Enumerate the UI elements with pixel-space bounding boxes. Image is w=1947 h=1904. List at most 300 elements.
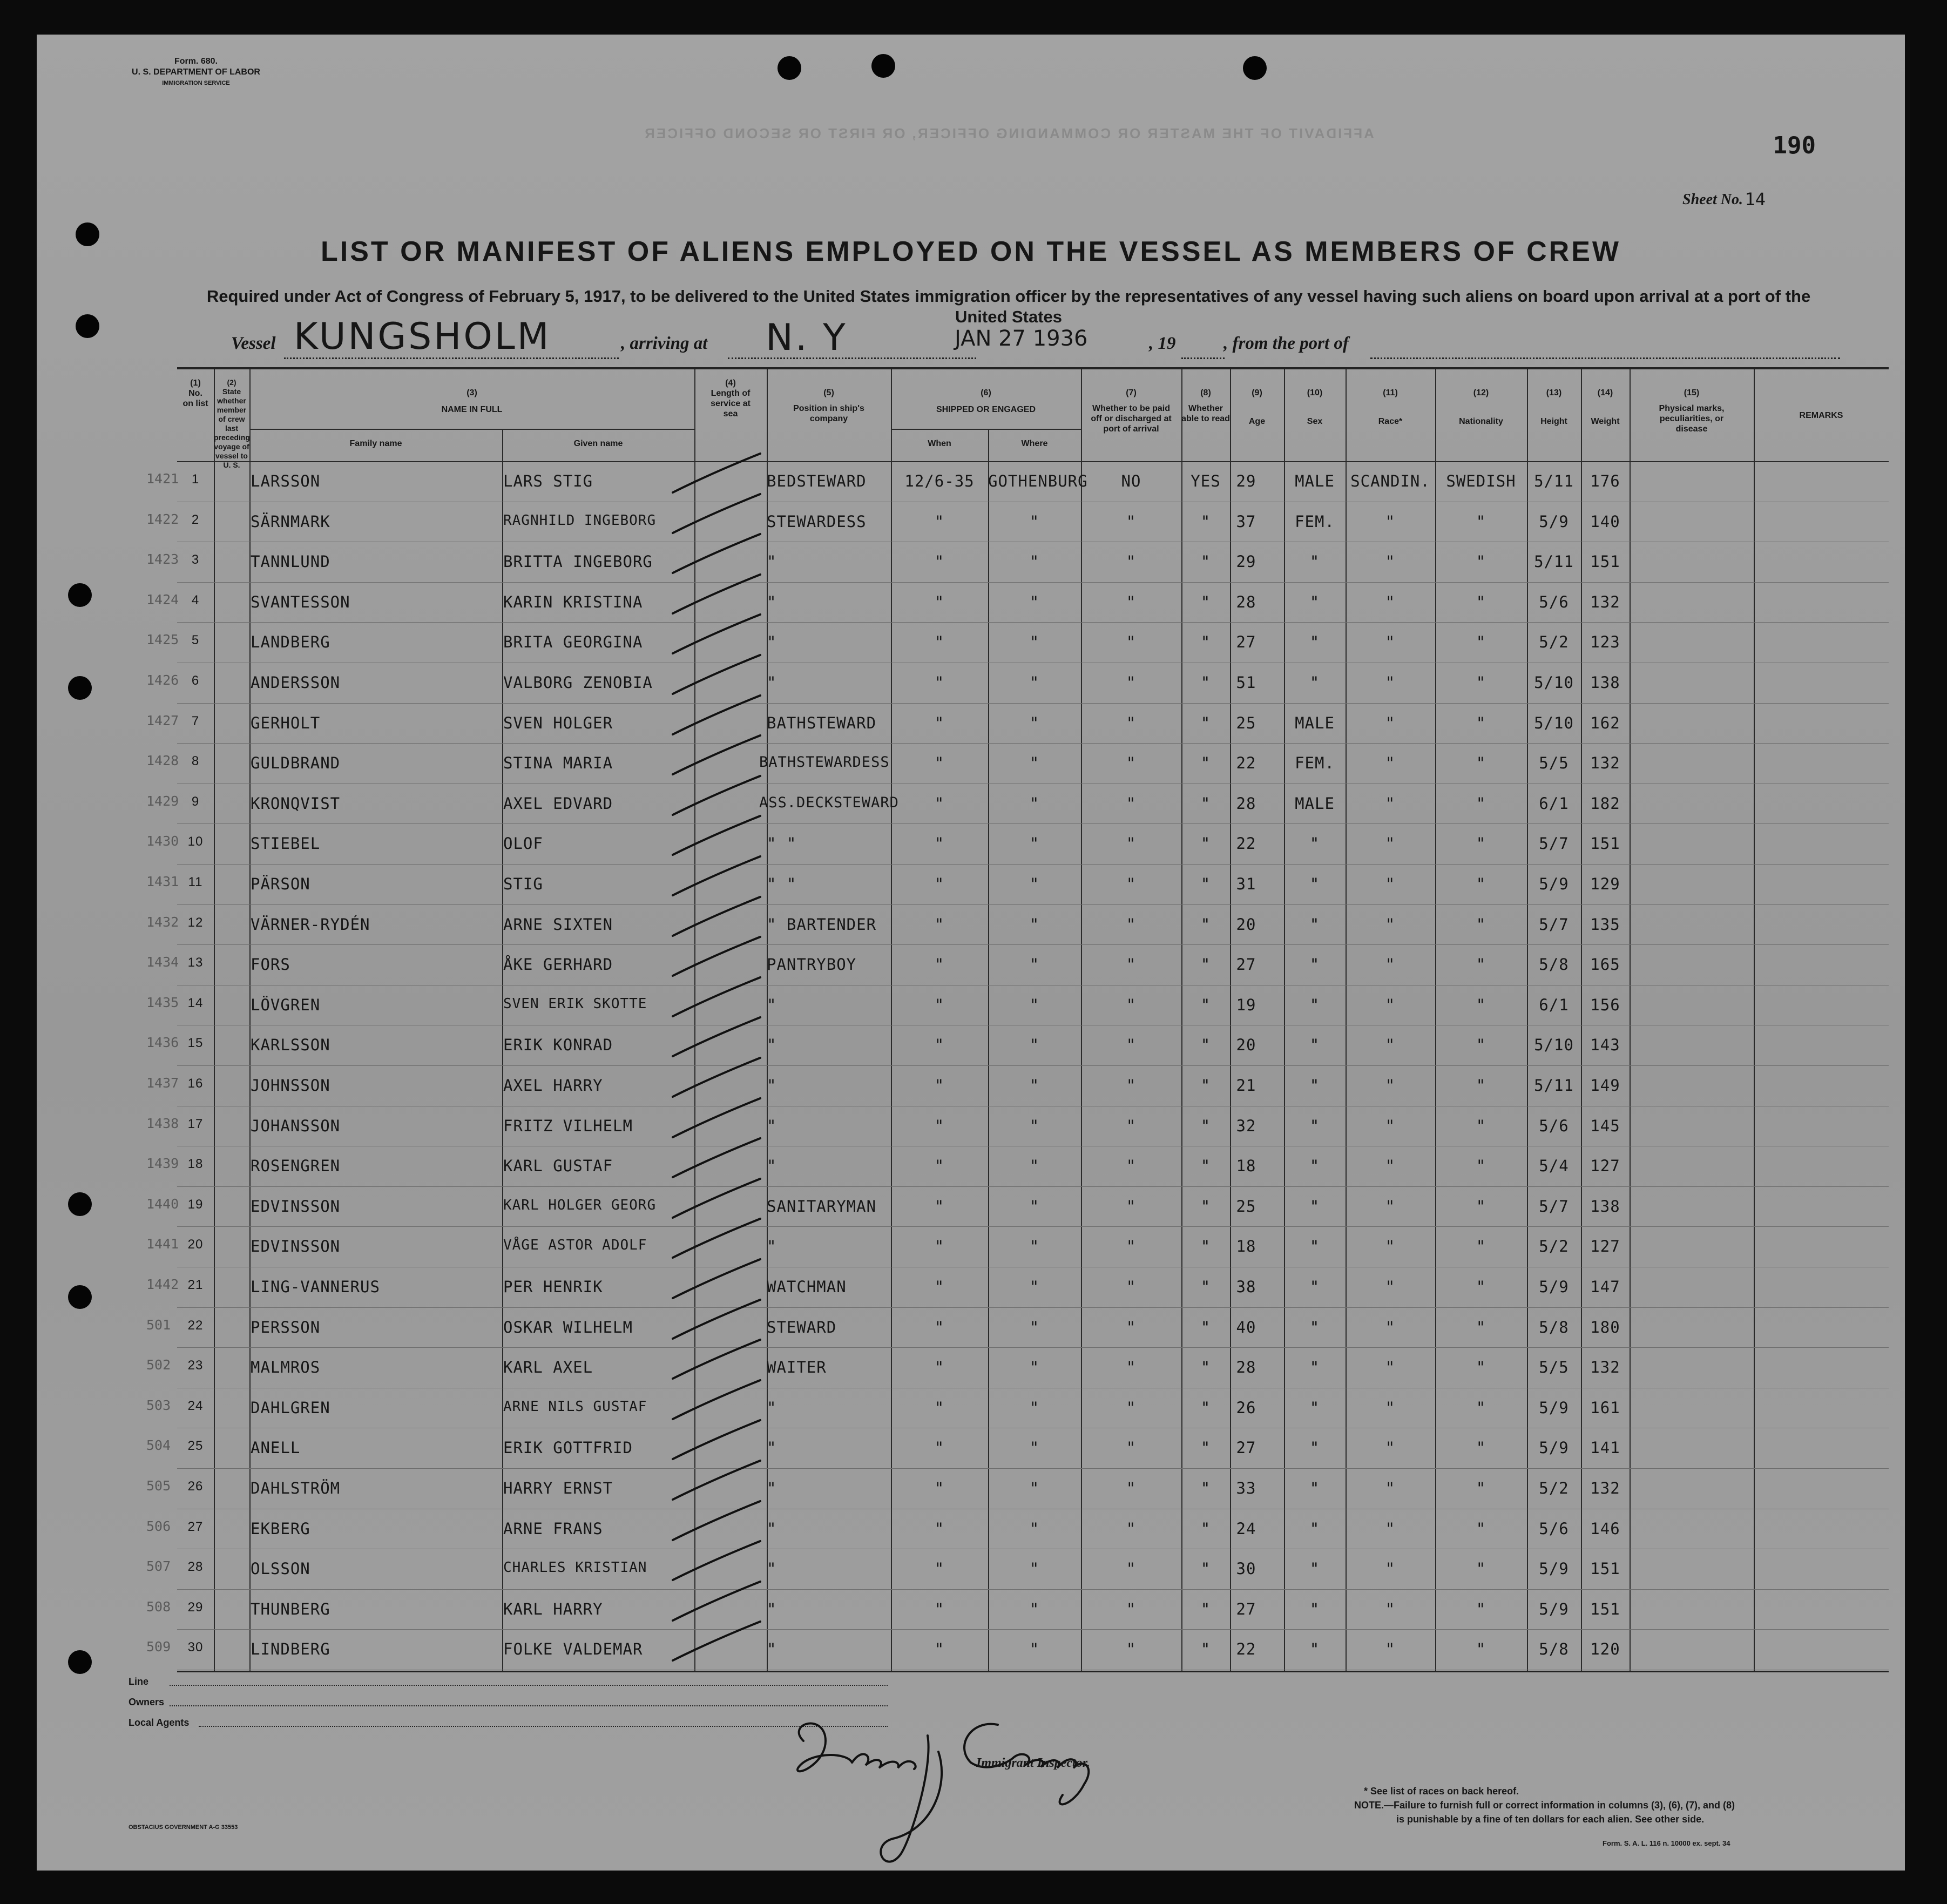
col-1-header bbox=[177, 378, 214, 409]
annotation-number: 501 bbox=[146, 1316, 171, 1333]
cell-read: " bbox=[1200, 1439, 1211, 1457]
cell-read: " bbox=[1200, 834, 1211, 853]
cell-read: " bbox=[1200, 1157, 1211, 1176]
cell-read: " bbox=[1200, 915, 1211, 934]
cell-given: KARL AXEL bbox=[503, 1358, 593, 1377]
cell-nationality: " bbox=[1476, 592, 1486, 611]
cell-read: " bbox=[1200, 592, 1211, 611]
cell-read: " bbox=[1200, 1398, 1211, 1417]
arriving-underline bbox=[728, 357, 976, 359]
cell-position: " bbox=[767, 1157, 777, 1176]
cell-nationality: " bbox=[1476, 1197, 1486, 1216]
cell-nationality: SWEDISH bbox=[1446, 472, 1516, 490]
vessel-name: KUNGSHOLM bbox=[294, 315, 551, 358]
cell-given: OSKAR WILHELM bbox=[503, 1318, 633, 1336]
annotation-number: 1429 bbox=[146, 793, 179, 809]
cell-given: STINA MARIA bbox=[503, 754, 613, 773]
cell-given: HARRY ERNST bbox=[503, 1479, 613, 1497]
annotation-number: 1436 bbox=[146, 1035, 179, 1051]
year-underline bbox=[1181, 357, 1225, 359]
bleed-through-text: AFFIDAVIT OF THE MASTER OR COMMANDING OFFICER, OR FIRST OR SECOND OFFICER bbox=[643, 125, 1374, 141]
cell-no: 12 bbox=[187, 915, 204, 930]
cell-race: " bbox=[1385, 834, 1396, 853]
cell-when: " bbox=[934, 875, 945, 893]
cell-read: " bbox=[1200, 713, 1211, 732]
cell-when: " bbox=[934, 754, 945, 773]
cell-age: 27 bbox=[1236, 633, 1256, 652]
annotation-number: 508 bbox=[146, 1598, 171, 1615]
cell-nationality: " bbox=[1476, 1398, 1486, 1417]
cell-given: BRITTA INGEBORG bbox=[503, 552, 653, 571]
col-label: Nationality bbox=[1459, 417, 1503, 426]
cell-position: WATCHMAN bbox=[767, 1278, 847, 1296]
cell-when: " bbox=[934, 1439, 945, 1457]
cell-race: " bbox=[1385, 512, 1396, 531]
cell-position: BATHSTEWARDESS bbox=[759, 754, 890, 771]
table-row bbox=[146, 1388, 1889, 1428]
cell-read: " bbox=[1200, 633, 1211, 652]
col-15-header bbox=[1630, 388, 1754, 434]
cell-nationality: " bbox=[1476, 955, 1486, 974]
cell-sex: " bbox=[1309, 1036, 1320, 1055]
col-12-header bbox=[1435, 388, 1527, 427]
annotation-number: 507 bbox=[146, 1558, 171, 1575]
cell-nationality: " bbox=[1476, 1076, 1486, 1095]
cell-paid-off: " bbox=[1126, 673, 1137, 692]
cell-family: EDVINSSON bbox=[251, 1197, 341, 1216]
cell-sex: " bbox=[1309, 1116, 1320, 1135]
col-label: Race* bbox=[1378, 417, 1403, 426]
cell-weight: 180 bbox=[1590, 1318, 1620, 1336]
cell-read: " bbox=[1200, 552, 1211, 571]
cell-read: " bbox=[1200, 1197, 1211, 1216]
cell-where: " bbox=[1029, 552, 1040, 571]
cell-read: " bbox=[1200, 1519, 1211, 1538]
from-port-label: , from the port of bbox=[1223, 334, 1349, 353]
cell-paid-off: " bbox=[1126, 995, 1137, 1014]
table-row bbox=[146, 985, 1889, 1025]
cell-family: PÄRSON bbox=[251, 875, 310, 893]
cell-nationality: " bbox=[1476, 1157, 1486, 1176]
cell-age: 18 bbox=[1236, 1157, 1256, 1176]
cell-nationality: " bbox=[1476, 875, 1486, 893]
cell-given: ÅKE GERHARD bbox=[503, 955, 613, 974]
form-identifier bbox=[107, 56, 285, 89]
cell-no: 1 bbox=[191, 472, 200, 487]
table-row bbox=[146, 582, 1889, 623]
cell-where: " bbox=[1029, 1519, 1040, 1538]
cell-given: BRITA GEORGINA bbox=[503, 633, 643, 652]
cell-sex: MALE bbox=[1295, 794, 1335, 813]
annotation-number: 1438 bbox=[146, 1115, 179, 1131]
cell-age: 31 bbox=[1236, 875, 1256, 893]
cell-race: SCANDIN. bbox=[1350, 472, 1430, 490]
col-11-header bbox=[1346, 388, 1435, 427]
annotation-number: 1422 bbox=[146, 511, 179, 527]
annotation-number: 1442 bbox=[146, 1277, 179, 1292]
cell-height: 5/9 bbox=[1539, 1439, 1569, 1457]
table-row bbox=[146, 663, 1889, 703]
cell-given: ARNE SIXTEN bbox=[503, 915, 613, 934]
cell-nationality: " bbox=[1476, 1439, 1486, 1457]
cell-read: " bbox=[1200, 1358, 1211, 1377]
cell-position: " bbox=[767, 1076, 777, 1095]
from-port-underline bbox=[1370, 357, 1840, 359]
cell-race: " bbox=[1385, 1358, 1396, 1377]
vessel-line bbox=[231, 315, 1851, 367]
cell-age: 25 bbox=[1236, 713, 1256, 732]
given-name-subheader: Given name bbox=[573, 439, 623, 448]
cell-height: 5/9 bbox=[1539, 1278, 1569, 1296]
cell-weight: 141 bbox=[1590, 1439, 1620, 1457]
arriving-label: , arriving at bbox=[621, 334, 708, 353]
table-row bbox=[146, 1226, 1889, 1267]
cell-race: " bbox=[1385, 673, 1396, 692]
cell-nationality: " bbox=[1476, 1237, 1486, 1256]
col-label: REMARKS bbox=[1799, 411, 1843, 420]
crew-manifest-table bbox=[146, 367, 1889, 1672]
annotation-number: 1439 bbox=[146, 1156, 179, 1172]
cell-where: " bbox=[1029, 673, 1040, 692]
cell-read: " bbox=[1200, 1116, 1211, 1135]
cell-paid-off: " bbox=[1126, 1519, 1137, 1538]
check-stroke bbox=[668, 1618, 766, 1667]
cell-where: " bbox=[1029, 794, 1040, 813]
cell-nationality: " bbox=[1476, 552, 1486, 571]
cell-age: 32 bbox=[1236, 1116, 1256, 1135]
cell-read: " bbox=[1200, 754, 1211, 773]
cell-sex: " bbox=[1309, 875, 1320, 893]
cell-weight: 156 bbox=[1590, 995, 1620, 1014]
cell-given: STIG bbox=[503, 875, 543, 893]
cell-height: 5/11 bbox=[1534, 1076, 1574, 1095]
cell-race: " bbox=[1385, 1640, 1396, 1659]
cell-paid-off: " bbox=[1126, 1036, 1137, 1055]
cell-position: STEWARDESS bbox=[767, 512, 867, 531]
cell-weight: 165 bbox=[1590, 955, 1620, 974]
table-row bbox=[146, 1307, 1889, 1348]
cell-paid-off: " bbox=[1126, 1640, 1137, 1659]
cell-position: ASS.DECKSTEWARD bbox=[759, 794, 899, 811]
cell-age: 25 bbox=[1236, 1197, 1256, 1216]
cell-age: 20 bbox=[1236, 1036, 1256, 1055]
line-underline bbox=[170, 1685, 888, 1686]
cell-height: 5/7 bbox=[1539, 915, 1569, 934]
cell-height: 5/4 bbox=[1539, 1157, 1569, 1176]
cell-family: STIEBEL bbox=[251, 834, 321, 853]
col-label: SHIPPED OR ENGAGED bbox=[936, 405, 1036, 414]
cell-height: 5/9 bbox=[1539, 1559, 1569, 1578]
cell-family: TANNLUND bbox=[251, 552, 330, 571]
cell-no: 5 bbox=[191, 633, 200, 648]
cell-position: PANTRYBOY bbox=[767, 955, 857, 974]
cell-no: 18 bbox=[187, 1157, 204, 1172]
cell-age: 29 bbox=[1236, 552, 1256, 571]
cell-where: " bbox=[1029, 834, 1040, 853]
cell-sex: " bbox=[1309, 1519, 1320, 1538]
cell-height: 5/2 bbox=[1539, 1237, 1569, 1256]
cell-nationality: " bbox=[1476, 713, 1486, 732]
cell-no: 25 bbox=[187, 1439, 204, 1454]
form-number: Form. 680. bbox=[174, 57, 218, 66]
cell-nationality: " bbox=[1476, 673, 1486, 692]
footnote-penalty: NOTE.—Failure to furnish full or correct information in columns (3), (6), (7), and (8) bbox=[1354, 1800, 1735, 1811]
cell-weight: 132 bbox=[1590, 754, 1620, 773]
cell-sex: FEM. bbox=[1295, 754, 1335, 773]
cell-position: " bbox=[767, 1559, 777, 1578]
cell-no: 20 bbox=[187, 1237, 204, 1252]
cell-height: 5/7 bbox=[1539, 834, 1569, 853]
cell-age: 30 bbox=[1236, 1559, 1256, 1578]
table-row bbox=[146, 864, 1889, 904]
cell-age: 24 bbox=[1236, 1519, 1256, 1538]
cell-nationality: " bbox=[1476, 1599, 1486, 1618]
cell-race: " bbox=[1385, 1076, 1396, 1095]
cell-given: FRITZ VILHELM bbox=[503, 1116, 633, 1135]
cell-read: " bbox=[1200, 1599, 1211, 1618]
cell-when: " bbox=[934, 1559, 945, 1578]
cell-paid-off: " bbox=[1126, 875, 1137, 893]
cell-read: " bbox=[1200, 1479, 1211, 1497]
col-label: Height bbox=[1540, 417, 1567, 426]
col-label: No. on list bbox=[182, 389, 208, 408]
cell-height: 5/6 bbox=[1539, 1519, 1569, 1538]
cell-weight: 129 bbox=[1590, 875, 1620, 893]
cell-family: LINDBERG bbox=[251, 1640, 330, 1659]
cell-paid-off: " bbox=[1126, 552, 1137, 571]
cell-sex: MALE bbox=[1295, 472, 1335, 490]
cell-weight: 132 bbox=[1590, 1479, 1620, 1497]
col-14-header bbox=[1581, 388, 1630, 427]
cell-paid-off: " bbox=[1126, 1116, 1137, 1135]
crew-rows bbox=[146, 461, 1889, 1671]
cell-weight: 135 bbox=[1590, 915, 1620, 934]
cell-age: 27 bbox=[1236, 1599, 1256, 1618]
cell-family: JOHNSSON bbox=[251, 1076, 330, 1095]
cell-race: " bbox=[1385, 1036, 1396, 1055]
cell-no: 10 bbox=[187, 834, 204, 849]
cell-height: 6/1 bbox=[1539, 794, 1569, 813]
col-13-header bbox=[1527, 388, 1581, 427]
annotation-number: 1421 bbox=[146, 471, 179, 487]
cell-no: 17 bbox=[187, 1116, 204, 1131]
cell-given: AXEL HARRY bbox=[503, 1076, 603, 1095]
cell-height: 6/1 bbox=[1539, 995, 1569, 1014]
cell-no: 13 bbox=[187, 955, 204, 970]
line-label: Line bbox=[129, 1676, 149, 1687]
table-row bbox=[146, 904, 1889, 945]
cell-where: " bbox=[1029, 1479, 1040, 1497]
punch-hole bbox=[778, 56, 801, 80]
col-label: Whether able to read bbox=[1181, 404, 1230, 423]
cell-paid-off: " bbox=[1126, 512, 1137, 531]
cell-paid-off: " bbox=[1126, 1318, 1137, 1336]
cell-race: " bbox=[1385, 1157, 1396, 1176]
cell-age: 21 bbox=[1236, 1076, 1256, 1095]
cell-family: ANELL bbox=[251, 1439, 301, 1457]
cell-when: " bbox=[934, 1519, 945, 1538]
cell-no: 29 bbox=[187, 1599, 204, 1615]
cell-sex: " bbox=[1309, 1076, 1320, 1095]
cell-when: " bbox=[934, 794, 945, 813]
cell-age: 20 bbox=[1236, 915, 1256, 934]
cell-age: 40 bbox=[1236, 1318, 1256, 1336]
cell-height: 5/10 bbox=[1534, 713, 1574, 732]
col-2-header bbox=[214, 378, 249, 470]
cell-read: " bbox=[1200, 673, 1211, 692]
cell-position: " bbox=[767, 1479, 777, 1497]
cell-where: " bbox=[1029, 955, 1040, 974]
annotation-number: 504 bbox=[146, 1437, 171, 1454]
cell-family: ROSENGREN bbox=[251, 1157, 341, 1176]
cell-where: " bbox=[1029, 995, 1040, 1014]
cell-race: " bbox=[1385, 875, 1396, 893]
cell-where: " bbox=[1029, 633, 1040, 652]
cell-family: VÄRNER-RYDÉN bbox=[251, 915, 370, 934]
cell-given: CHARLES KRISTIAN bbox=[503, 1559, 647, 1576]
cell-sex: " bbox=[1309, 1599, 1320, 1618]
cell-age: 19 bbox=[1236, 995, 1256, 1014]
cell-sex: " bbox=[1309, 673, 1320, 692]
cell-race: " bbox=[1385, 1479, 1396, 1497]
cell-nationality: " bbox=[1476, 1640, 1486, 1659]
cell-weight: 138 bbox=[1590, 1197, 1620, 1216]
col-label: Physical marks, peculiarities, or disease bbox=[1659, 404, 1725, 434]
cell-weight: 182 bbox=[1590, 794, 1620, 813]
cell-when: " bbox=[934, 713, 945, 732]
cell-given: SVEN ERIK SKOTTE bbox=[503, 995, 647, 1012]
cell-position: BATHSTEWARD bbox=[767, 713, 877, 732]
cell-paid-off: " bbox=[1126, 915, 1137, 934]
cell-family: SÄRNMARK bbox=[251, 512, 330, 531]
family-name-subheader: Family name bbox=[349, 439, 402, 448]
cell-position: STEWARD bbox=[767, 1318, 837, 1336]
cell-no: 9 bbox=[191, 794, 200, 809]
cell-height: 5/9 bbox=[1539, 512, 1569, 531]
col-number: (5) bbox=[823, 388, 834, 397]
cell-read: " bbox=[1200, 1318, 1211, 1336]
cell-height: 5/9 bbox=[1539, 875, 1569, 893]
cell-weight: 151 bbox=[1590, 1599, 1620, 1618]
table-row bbox=[146, 1509, 1889, 1549]
cell-weight: 140 bbox=[1590, 512, 1620, 531]
cell-sex: " bbox=[1309, 592, 1320, 611]
cell-where: " bbox=[1029, 1559, 1040, 1578]
cell-weight: 143 bbox=[1590, 1036, 1620, 1055]
cell-paid-off: " bbox=[1126, 713, 1137, 732]
cell-weight: 176 bbox=[1590, 472, 1620, 490]
cell-read: " bbox=[1200, 1278, 1211, 1296]
cell-given: OLOF bbox=[503, 834, 543, 853]
cell-where: " bbox=[1029, 1398, 1040, 1417]
cell-weight: 146 bbox=[1590, 1519, 1620, 1538]
cell-when: " bbox=[934, 633, 945, 652]
cell-race: " bbox=[1385, 754, 1396, 773]
cell-where: " bbox=[1029, 512, 1040, 531]
annotation-number: 1424 bbox=[146, 591, 179, 607]
cell-no: 11 bbox=[188, 875, 203, 889]
cell-no: 14 bbox=[187, 995, 204, 1010]
cell-when: " bbox=[934, 1278, 945, 1296]
cell-weight: 120 bbox=[1590, 1640, 1620, 1659]
page-stamp-number: 190 bbox=[1773, 132, 1816, 159]
footnote-races: * See list of races on back hereof. bbox=[1364, 1786, 1519, 1797]
col-label: State whether member of crew last preceding voyage of vessel to U. S. bbox=[214, 387, 250, 469]
cell-given: RAGNHILD INGEBORG bbox=[503, 512, 657, 529]
footnote-penalty-cont: is punishable by a fine of ten dollars for each alien. See other side. bbox=[1396, 1814, 1705, 1825]
table-row bbox=[146, 1347, 1889, 1388]
cell-family: GULDBRAND bbox=[251, 754, 341, 773]
cell-paid-off: " bbox=[1126, 1278, 1137, 1296]
col-label: Length of service at sea bbox=[711, 389, 751, 418]
cell-family: LÖVGREN bbox=[251, 995, 321, 1014]
cell-position: WAITER bbox=[767, 1358, 827, 1377]
cell-when: " bbox=[934, 1116, 945, 1135]
cell-sex: " bbox=[1309, 995, 1320, 1014]
cell-sex: " bbox=[1309, 1358, 1320, 1377]
cell-race: " bbox=[1385, 1318, 1396, 1336]
cell-family: DAHLSTRÖM bbox=[251, 1479, 341, 1497]
cell-where: " bbox=[1029, 754, 1040, 773]
cell-when: " bbox=[934, 915, 945, 934]
table-row bbox=[146, 1025, 1889, 1065]
cell-height: 5/11 bbox=[1534, 552, 1574, 571]
cell-given: KARIN KRISTINA bbox=[503, 592, 643, 611]
cell-family: EDVINSSON bbox=[251, 1237, 341, 1256]
cell-family: FORS bbox=[251, 955, 290, 974]
cell-nationality: " bbox=[1476, 1278, 1486, 1296]
col-number: (11) bbox=[1383, 388, 1398, 397]
annotation-number: 509 bbox=[146, 1639, 171, 1655]
manifest-sheet bbox=[37, 35, 1905, 1871]
cell-no: 3 bbox=[191, 552, 200, 568]
cell-sex: FEM. bbox=[1295, 512, 1335, 531]
cell-given: ARNE FRANS bbox=[503, 1519, 603, 1538]
cell-no: 24 bbox=[187, 1398, 204, 1413]
cell-no: 8 bbox=[191, 754, 200, 769]
punch-hole bbox=[68, 1650, 92, 1674]
punch-hole bbox=[68, 583, 92, 607]
cell-age: 26 bbox=[1236, 1398, 1256, 1417]
where-subheader: Where bbox=[1021, 439, 1048, 448]
cell-age: 28 bbox=[1236, 592, 1256, 611]
cell-sex: " bbox=[1309, 1318, 1320, 1336]
cell-position: " " bbox=[767, 834, 797, 853]
cell-weight: 127 bbox=[1590, 1237, 1620, 1256]
cell-when: " bbox=[934, 673, 945, 692]
cell-when: " bbox=[934, 1479, 945, 1497]
table-row bbox=[146, 622, 1889, 663]
cell-age: 37 bbox=[1236, 512, 1256, 531]
annotation-number: 505 bbox=[146, 1478, 171, 1494]
cell-given: LARS STIG bbox=[503, 472, 593, 490]
year-label: , 19 bbox=[1149, 334, 1176, 353]
cell-nationality: " bbox=[1476, 1318, 1486, 1336]
cell-where: " bbox=[1029, 1599, 1040, 1618]
punch-hole bbox=[68, 1192, 92, 1216]
table-row bbox=[146, 1629, 1889, 1670]
cell-paid-off: " bbox=[1126, 1157, 1137, 1176]
cell-race: " bbox=[1385, 1116, 1396, 1135]
cell-no: 28 bbox=[187, 1559, 204, 1575]
cell-race: " bbox=[1385, 995, 1396, 1014]
col-label: Weight bbox=[1591, 417, 1620, 426]
cell-where: " bbox=[1029, 1237, 1040, 1256]
cell-read: " bbox=[1200, 1640, 1211, 1659]
cell-family: JOHANSSON bbox=[251, 1116, 341, 1135]
cell-age: 22 bbox=[1236, 834, 1256, 853]
cell-paid-off: " bbox=[1126, 1479, 1137, 1497]
